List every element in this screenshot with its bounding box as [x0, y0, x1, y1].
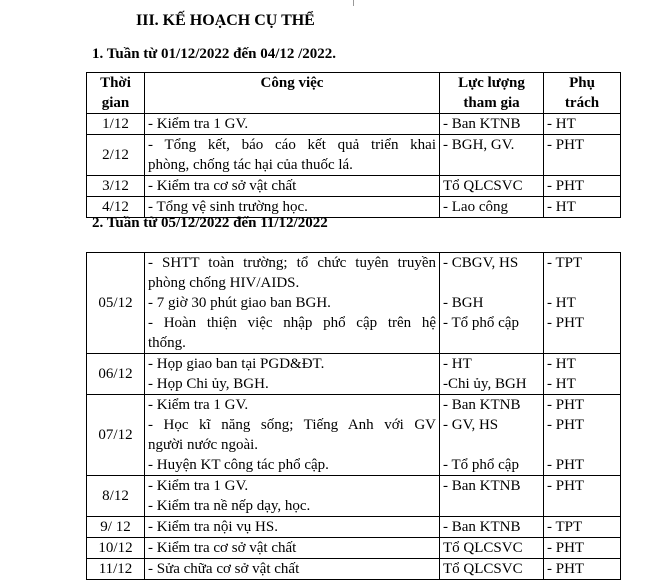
cell-line: - Lao công [443, 199, 508, 215]
cell-line: - Ban KTNB [443, 116, 521, 132]
force-cell [440, 197, 544, 218]
date-cell: 1/12 [87, 114, 145, 135]
week2-title: 2. Tuần từ 05/12/2022 đến 11/12/2022 [92, 215, 328, 231]
cell-line: -Chi ủy, BGH [443, 376, 527, 392]
table-row [87, 114, 621, 135]
cell-line: - PHT [547, 540, 585, 556]
task-cell [145, 253, 440, 354]
cell-line: Tổ QLCSVC [443, 178, 523, 194]
lead-cell [544, 395, 621, 476]
cell-line: người nước ngoài. [148, 437, 259, 453]
cell-line: - HT [547, 356, 576, 372]
table-row [87, 395, 621, 476]
force-cell [440, 538, 544, 559]
cell-line: - SHTT toàn trường; tổ chức tuyên truyền [148, 255, 436, 271]
header-lead: Phụ trách [544, 73, 621, 114]
force-cell [440, 354, 544, 395]
cell-line: Tổ QLCSVC [443, 540, 523, 556]
cell-line: - PHT [547, 478, 585, 494]
table-row [87, 517, 621, 538]
lead-cell [544, 517, 621, 538]
force-cell [440, 395, 544, 476]
cell-line: - Kiểm tra 1 GV. [148, 478, 249, 494]
cell-line: - Học kĩ năng sống; Tiếng Anh với GV [148, 417, 436, 433]
force-cell [440, 517, 544, 538]
cell-line: - Tổ phổ cập [443, 457, 519, 473]
lead-cell [544, 559, 621, 580]
force-cell [440, 176, 544, 197]
cell-line: - HT [443, 356, 472, 372]
cell-line: - Họp Chi ủy, BGH. [148, 376, 269, 392]
header-task: Công việc [145, 73, 440, 114]
cell-line: - Kiểm tra cơ sở vật chất [148, 178, 297, 194]
cell-line: - BGH [443, 295, 484, 311]
lead-cell [544, 176, 621, 197]
week2-table [86, 252, 621, 580]
cell-line: - PHT [547, 137, 585, 153]
date-cell: 11/12 [87, 559, 145, 580]
cell-line: - PHT [547, 397, 585, 413]
cell-line: - HT [547, 199, 576, 215]
cell-line: - PHT [547, 417, 585, 433]
lead-cell [544, 253, 621, 354]
cell-line: - HT [547, 295, 576, 311]
header-date: Thời gian [87, 73, 145, 114]
table-row [87, 559, 621, 580]
section-heading: III. KẾ HOẠCH CỤ THỂ [136, 12, 315, 29]
force-cell [440, 114, 544, 135]
cell-line: - Hoàn thiện việc nhập phổ cập trên hệ [148, 315, 436, 331]
cell-line: - Ban KTNB [443, 478, 521, 494]
force-cell [440, 476, 544, 517]
cell-line: - CBGV, HS [443, 255, 519, 271]
table-row [87, 135, 621, 176]
cell-line: - Kiểm tra 1 GV. [148, 397, 249, 413]
lead-cell [544, 114, 621, 135]
date-cell: 9/ 12 [87, 517, 145, 538]
cell-line: - HT [547, 116, 576, 132]
cell-line: - Tổ phổ cập [443, 315, 519, 331]
cell-line: - Kiểm tra nội vụ HS. [148, 519, 278, 535]
date-cell: 3/12 [87, 176, 145, 197]
lead-cell [544, 476, 621, 517]
task-cell [145, 559, 440, 580]
task-cell [145, 114, 440, 135]
cell-line [547, 435, 617, 455]
force-cell [440, 135, 544, 176]
cell-line: - Tổng vệ sinh trường học. [148, 199, 308, 215]
cell-line: - HT [547, 376, 576, 392]
cell-line: - PHT [547, 315, 585, 331]
cell-line: - GV, HS [443, 417, 499, 433]
lead-cell [544, 197, 621, 218]
force-cell [440, 253, 544, 354]
date-cell: 10/12 [87, 538, 145, 559]
table-row [87, 476, 621, 517]
cell-line: Tổ QLCSVC [443, 561, 523, 577]
cell-line: thống. [148, 335, 186, 351]
cell-line: - Kiểm tra cơ sở vật chất [148, 540, 297, 556]
cell-line: - TPT [547, 255, 583, 271]
week1-table [86, 72, 621, 218]
cell-line: - Sửa chữa cơ sở vật chất [148, 561, 300, 577]
cell-line: - Kiểm tra 1 GV. [148, 116, 249, 132]
task-cell [145, 538, 440, 559]
table-row [87, 253, 621, 354]
cell-line: - Ban KTNB [443, 519, 521, 535]
date-cell: 8/12 [87, 476, 145, 517]
cell-line: - PHT [547, 178, 585, 194]
lead-cell [544, 538, 621, 559]
task-cell [145, 395, 440, 476]
table-row [87, 354, 621, 395]
cell-line: - PHT [547, 457, 585, 473]
date-cell: 07/12 [87, 395, 145, 476]
page-edge-mark [353, 0, 354, 6]
cell-line: - Huyện KT công tác phổ cập. [148, 457, 329, 473]
task-cell [145, 476, 440, 517]
cell-line [443, 273, 540, 293]
force-cell [440, 559, 544, 580]
cell-line [443, 435, 540, 455]
cell-line: - BGH, GV. [443, 137, 515, 153]
date-cell: 2/12 [87, 135, 145, 176]
cell-line [547, 273, 617, 293]
cell-line: - 7 giờ 30 phút giao ban BGH. [148, 295, 331, 311]
week1-title: 1. Tuần từ 01/12/2022 đến 04/12 /2022. [92, 46, 337, 62]
task-cell [145, 135, 440, 176]
lead-cell [544, 135, 621, 176]
lead-cell [544, 354, 621, 395]
cell-line: - Họp giao ban tại PGD&ĐT. [148, 356, 325, 372]
cell-line: phòng, chống tác hại của thuốc lá. [148, 157, 353, 173]
cell-line: - Ban KTNB [443, 397, 521, 413]
header-force: Lực lượng tham gia [440, 73, 544, 114]
task-cell [145, 176, 440, 197]
cell-line: - TPT [547, 519, 583, 535]
cell-line: phòng chống HIV/AIDS. [148, 275, 300, 291]
cell-line: - Tổng kết, báo cáo kết quả triển khai [148, 137, 436, 153]
date-cell: 05/12 [87, 253, 145, 354]
table-row [87, 538, 621, 559]
date-cell: 06/12 [87, 354, 145, 395]
cell-line: - PHT [547, 561, 585, 577]
cell-line: - Kiểm tra nề nếp dạy, học. [148, 498, 311, 514]
task-cell [145, 354, 440, 395]
table-row [87, 176, 621, 197]
task-cell [145, 517, 440, 538]
date-cell: 4/12 [87, 197, 145, 218]
